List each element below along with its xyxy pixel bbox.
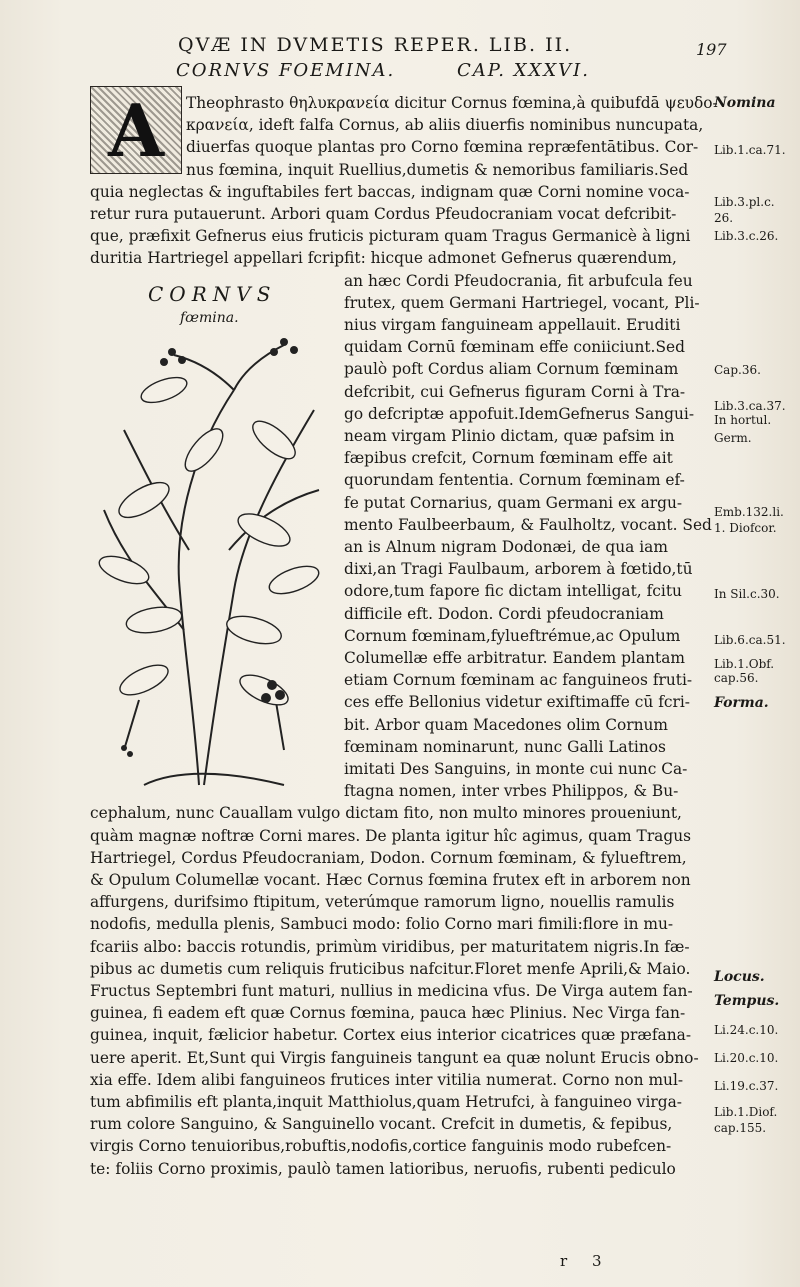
text-line: Hartriegel, Cordus Pfeudocraniam, Dodon. Cornum fœminam, & fylueftrem, xyxy=(90,848,687,867)
text-line: κρανεία, ideft falfa Cornus, ab aliis diuerfis nominibus nuncupata, xyxy=(186,116,704,135)
figure-title: CORNVS xyxy=(148,282,277,306)
decorated-initial xyxy=(90,86,182,174)
text-line: quorundam fententia. Cornum fœminam ef- xyxy=(344,471,685,490)
text-line: que, præfixit Gefnerus eius fruticis picturam quam Tragus Germanicè à ligni xyxy=(90,227,691,246)
text-line: tum abfimilis eft planta,inquit Matthiolus,quam Hetrufci, à fanguineo virga- xyxy=(90,1093,683,1111)
text-line: etiam Cornum fœminam ac fanguineos fruti- xyxy=(344,671,693,690)
text-line: affurgens, durifsimo ftipitum, veterúmque ramorum ligno, nouellis ramulis xyxy=(90,893,675,912)
text-line: & Opulum Columellæ vocant. Hæc Cornus fœmina frutex eft in arborem non xyxy=(90,871,691,889)
text-line: nus fœmina, inquit Ruellius,dumetis & nemoribus familiaris.Sed xyxy=(186,160,689,179)
text-line: ces effe Bellonius videtur exiftimaffe cū fcri- xyxy=(344,693,690,712)
text-line: nius virgam fanguineam appellauit. Eruditi xyxy=(344,316,681,334)
text-line: uere aperit. Et,Sunt qui Virgis fanguineis tangunt ea quæ nolunt Erucis obno- xyxy=(90,1048,699,1067)
text-line: fcariis albo: baccis rotundis, primùm viridibus, per maturitatem nigris.In fæ- xyxy=(90,937,690,956)
margin-note: Li.20.c.10. xyxy=(714,1051,779,1065)
chapter-title xyxy=(176,60,590,81)
signature-mark: r 3 xyxy=(560,1252,612,1270)
chapter-name: CORNVS FOEMINA. xyxy=(176,60,396,81)
margin-note: Tempus. xyxy=(714,993,780,1009)
running-head: QVÆ IN DVMETIS REPER. LIB. II. xyxy=(178,34,573,56)
text-line: quidam Cornū fœminam effe coniiciunt.Sed xyxy=(344,338,685,357)
text-line: fe putat Cornarius, quam Germani ex argu- xyxy=(344,493,683,512)
text-line: go defcriptæ appofuit.IdemGefnerus Sangui- xyxy=(344,404,695,423)
text-line: pibus ac dumetis cum reliquis fruticibus nafcitur.Floret menfe Aprili,& Maio. xyxy=(90,959,691,978)
margin-note: 26. xyxy=(714,211,734,225)
text-line: frutex, quem Germani Hartriegel, vocant, Pli- xyxy=(344,293,700,312)
text-line: cephalum, nunc Cauallam vulgo dictam fito, non multo minores proueniunt, xyxy=(90,804,682,823)
text-line: fœminam nominarunt, nunc Galli Latinos xyxy=(344,737,666,756)
figure-subtitle: fœmina. xyxy=(180,310,239,326)
text-line: nodofis, medulla plenis, Sambuci modo: folio Corno mari fimili:flore in mu- xyxy=(90,915,674,934)
text-line: retur rura putauerunt. Arbori quam Cordus Pfeudocraniam vocat defcribit- xyxy=(90,205,677,223)
margin-note: 1. Diofcor. xyxy=(714,521,777,535)
text-line: guinea, fi eadem eft quæ Cornus fœmina, pauca hæc Plinius. Nec Virga fan- xyxy=(90,1004,686,1023)
text-line: virgis Corno tenuioribus,robuftis,nodofis,cortice fanguinis modo rubefcen- xyxy=(90,1137,672,1156)
margin-note: In hortul. xyxy=(714,413,772,427)
text-line: an is Alnum nigram Dodonæi, de qua iam xyxy=(344,538,668,556)
margin-note: cap.155. xyxy=(714,1121,767,1135)
text-line: Theophrasto θηλυκρανεία dicitur Cornus fœmina,à quibufdā ψευδο- xyxy=(186,94,718,112)
text-line: xia effe. Idem alibi fanguineos frutices inter vitilia numerat. Corno non mul- xyxy=(90,1070,684,1089)
text-line: bit. Arbor quam Macedones olim Cornum xyxy=(344,715,669,734)
margin-note: Lib.3.c.26. xyxy=(714,229,779,243)
text-line: mento Faulbeerbaum, & Faulholtz, vocant. Sed xyxy=(344,515,712,534)
text-line: te: foliis Corno proximis, paulò tamen latioribus, neruofis, rubenti pediculo xyxy=(90,1159,676,1178)
margin-note: Forma. xyxy=(714,695,769,711)
margin-note: Emb.132.li. xyxy=(714,505,784,519)
text-line: guinea, inquit, fælicior habetur. Cortex eius interior cicatrices quæ præfana- xyxy=(90,1026,692,1045)
initial-letter: A xyxy=(91,87,181,173)
text-line: defcribit, cui Gefnerus figuram Corni à Tra- xyxy=(344,382,686,401)
text-line: quàm magnæ noftræ Corni mares. De planta igitur hîc agimus, quam Tragus xyxy=(90,826,692,845)
text-line: fæpibus crefcit, Cornum fœminam effe ait xyxy=(344,449,673,468)
margin-note: Cap.36. xyxy=(714,363,761,377)
margin-note: Lib.3.ca.37. xyxy=(714,399,786,413)
text-line: Cornum fœminam,fylueftrémue,ac Opulum xyxy=(344,626,681,645)
margin-note: Lib.1.ca.71. xyxy=(714,143,786,157)
text-line: rum colore Sanguino, & Sanguinello vocant. Crefcit in dumetis, & fepibus, xyxy=(90,1115,673,1134)
margin-note: Lib.1.Diof. xyxy=(714,1105,778,1119)
plant-woodcut-illustration xyxy=(84,330,334,790)
margin-note: Li.19.c.37. xyxy=(714,1079,779,1093)
margin-note: Locus. xyxy=(714,969,765,985)
margin-note: In Sil.c.30. xyxy=(714,587,780,601)
text-line: ftagna nomen, inter vrbes Philippos, & Bu- xyxy=(344,782,679,801)
chapter-number: CAP. XXXVI. xyxy=(457,60,590,81)
text-line: Fructus Septembri funt maturi, nullius in medicina vfus. De Virga autem fan- xyxy=(90,982,693,1000)
text-line: an hæc Cordi Pfeudocrania, fit arbufcula feu xyxy=(344,271,693,290)
text-line: dixi,an Tragi Faulbaum, arborem à fœtido,tū xyxy=(344,560,693,579)
text-line: quia neglectas & inguftabiles fert baccas, indignam quæ Corni nomine voca- xyxy=(90,182,690,201)
text-line: Columellæ effe arbitratur. Eandem plantam xyxy=(344,649,685,667)
text-line: paulò poft Cordus aliam Cornum fœminam xyxy=(344,360,679,379)
margin-note: cap.56. xyxy=(714,671,759,685)
text-line: difficile eft. Dodon. Cordi pfeudocraniam xyxy=(344,604,664,623)
margin-note: Li.24.c.10. xyxy=(714,1023,779,1037)
text-line: diuerfas quoque plantas pro Corno fœmina repræfentātibus. Cor- xyxy=(186,138,699,157)
text-line: imitati Des Sanguins, in monte cui nunc Ca- xyxy=(344,760,688,778)
text-line: duritia Hartriegel appellari fcripfit: hicque admonet Gefnerus quærendum, xyxy=(90,249,677,268)
margin-note: Germ. xyxy=(714,431,752,445)
text-line: neam virgam Plinio dictam, quæ pafsim in xyxy=(344,427,675,445)
margin-note: Lib.6.ca.51. xyxy=(714,633,786,647)
text-line: odore,tum fapore fic dictam intelligat, fcitu xyxy=(344,582,682,601)
page-number: 197 xyxy=(696,40,727,59)
margin-note: Nomina xyxy=(714,95,776,111)
margin-note: Lib.3.pl.c. xyxy=(714,195,775,209)
margin-note: Lib.1.Obf. xyxy=(714,657,775,671)
